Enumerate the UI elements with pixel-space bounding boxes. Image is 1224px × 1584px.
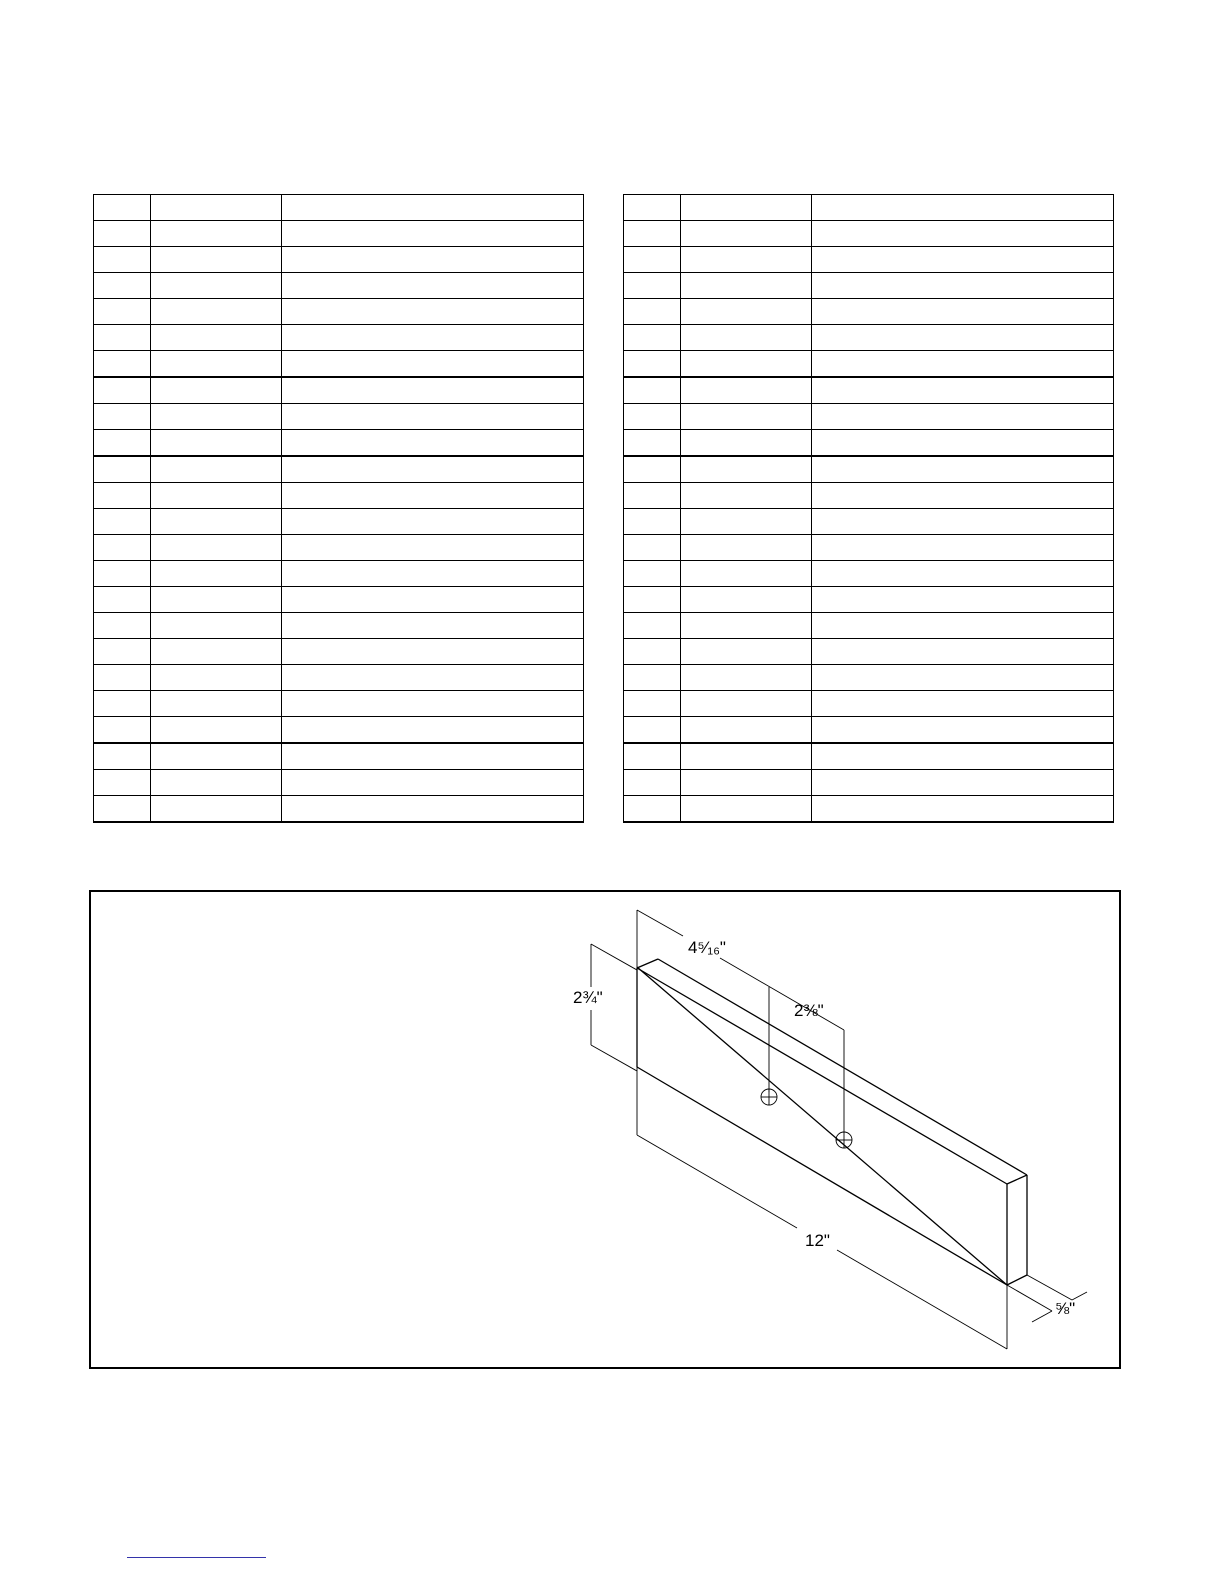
- table-cell: [151, 325, 282, 351]
- table-row: [94, 273, 584, 299]
- dim-hole-offset: 4⁵⁄₁₆": [688, 938, 726, 957]
- table-cell: [812, 404, 1114, 430]
- table-cell: [94, 613, 151, 639]
- table-cell: [282, 535, 584, 561]
- table-cell: [681, 743, 812, 770]
- table-cell: [681, 195, 812, 221]
- table-cell: [812, 377, 1114, 404]
- table-row: [94, 195, 584, 221]
- table-cell: [282, 587, 584, 613]
- table-cell: [624, 404, 681, 430]
- table-cell: [812, 587, 1114, 613]
- table-cell: [151, 377, 282, 404]
- table-row: [624, 535, 1114, 561]
- table-row: [624, 195, 1114, 221]
- table-row: [624, 273, 1114, 299]
- table-row: [94, 377, 584, 404]
- table-cell: [624, 743, 681, 770]
- table-cell: [282, 325, 584, 351]
- table-cell: [624, 561, 681, 587]
- table-row: [624, 247, 1114, 273]
- table-cell: [812, 299, 1114, 325]
- table-cell: [282, 691, 584, 717]
- parts-table-right: [623, 194, 1114, 823]
- table-row: [624, 665, 1114, 691]
- table-cell: [681, 404, 812, 430]
- table-cell: [151, 639, 282, 665]
- table-row: [94, 483, 584, 509]
- table-row: [624, 299, 1114, 325]
- table-cell: [624, 535, 681, 561]
- table-cell: [812, 796, 1114, 823]
- table-cell: [94, 796, 151, 823]
- table-row: [624, 691, 1114, 717]
- table-cell: [624, 221, 681, 247]
- table-cell: [812, 456, 1114, 483]
- drawing-panel: [89, 890, 1121, 1369]
- table-cell: [681, 377, 812, 404]
- table-row: [624, 587, 1114, 613]
- table-cell: [282, 561, 584, 587]
- table-row: [94, 404, 584, 430]
- table-row: [94, 351, 584, 378]
- table-cell: [151, 195, 282, 221]
- table-cell: [681, 561, 812, 587]
- table-cell: [94, 691, 151, 717]
- table-cell: [282, 456, 584, 483]
- table-row: [624, 717, 1114, 744]
- table-cell: [624, 273, 681, 299]
- table-cell: [812, 273, 1114, 299]
- table-cell: [282, 195, 584, 221]
- table-cell: [624, 325, 681, 351]
- table-cell: [812, 743, 1114, 770]
- table-cell: [282, 273, 584, 299]
- table-cell: [151, 743, 282, 770]
- table-cell: [624, 509, 681, 535]
- table-cell: [624, 665, 681, 691]
- table-cell: [812, 351, 1114, 378]
- table-cell: [681, 351, 812, 378]
- table-cell: [282, 430, 584, 457]
- table-row: [624, 770, 1114, 796]
- table-cell: [681, 325, 812, 351]
- table-cell: [94, 273, 151, 299]
- table-cell: [94, 221, 151, 247]
- table-cell: [624, 195, 681, 221]
- table-cell: [151, 717, 282, 744]
- table-row: [624, 743, 1114, 770]
- table-cell: [151, 613, 282, 639]
- table-cell: [624, 456, 681, 483]
- table-cell: [282, 483, 584, 509]
- table-row: [94, 325, 584, 351]
- table-cell: [812, 509, 1114, 535]
- table-cell: [151, 691, 282, 717]
- table-cell: [282, 299, 584, 325]
- table-cell: [151, 770, 282, 796]
- table-row: [624, 430, 1114, 457]
- table-cell: [151, 509, 282, 535]
- table-cell: [151, 561, 282, 587]
- table-cell: [624, 717, 681, 744]
- board-drawing: [91, 892, 1121, 1369]
- table-cell: [681, 796, 812, 823]
- table-cell: [151, 273, 282, 299]
- table-cell: [681, 247, 812, 273]
- table-cell: [624, 639, 681, 665]
- table-cell: [94, 561, 151, 587]
- table-cell: [624, 299, 681, 325]
- table-cell: [94, 770, 151, 796]
- table-cell: [151, 351, 282, 378]
- table-cell: [94, 639, 151, 665]
- table-row: [94, 430, 584, 457]
- table-cell: [681, 273, 812, 299]
- table-row: [94, 743, 584, 770]
- table-cell: [151, 404, 282, 430]
- table-cell: [681, 221, 812, 247]
- table-row: [94, 456, 584, 483]
- table-cell: [151, 483, 282, 509]
- table-row: [94, 639, 584, 665]
- table-row: [624, 613, 1114, 639]
- table-cell: [812, 717, 1114, 744]
- table-row: [624, 639, 1114, 665]
- table-row: [94, 561, 584, 587]
- table-cell: [681, 299, 812, 325]
- table-cell: [812, 483, 1114, 509]
- table-cell: [151, 221, 282, 247]
- table-cell: [94, 456, 151, 483]
- table-cell: [681, 691, 812, 717]
- table-cell: [681, 587, 812, 613]
- table-cell: [624, 587, 681, 613]
- table-cell: [812, 535, 1114, 561]
- table-cell: [151, 535, 282, 561]
- table-cell: [812, 325, 1114, 351]
- table-cell: [812, 770, 1114, 796]
- table-cell: [681, 483, 812, 509]
- table-cell: [151, 456, 282, 483]
- table-cell: [94, 299, 151, 325]
- table-cell: [282, 221, 584, 247]
- table-row: [624, 404, 1114, 430]
- table-cell: [812, 691, 1114, 717]
- table-cell: [94, 483, 151, 509]
- dim-thickness: ⅝": [1055, 1299, 1076, 1318]
- table-cell: [812, 195, 1114, 221]
- table-row: [94, 717, 584, 744]
- table-row: [94, 535, 584, 561]
- table-cell: [812, 665, 1114, 691]
- table-cell: [151, 299, 282, 325]
- table-cell: [94, 509, 151, 535]
- parts-table-left: [93, 194, 584, 823]
- table-cell: [94, 195, 151, 221]
- table-row: [624, 456, 1114, 483]
- table-cell: [282, 665, 584, 691]
- table-cell: [94, 247, 151, 273]
- table-cell: [812, 613, 1114, 639]
- table-row: [624, 377, 1114, 404]
- table-cell: [681, 665, 812, 691]
- table-cell: [151, 430, 282, 457]
- table-cell: [624, 483, 681, 509]
- table-cell: [681, 430, 812, 457]
- table-cell: [282, 377, 584, 404]
- board-side-bottom-edge: [1007, 1275, 1027, 1285]
- table-row: [94, 221, 584, 247]
- table-row: [624, 221, 1114, 247]
- table-cell: [94, 535, 151, 561]
- table-cell: [282, 613, 584, 639]
- table-cell: [94, 351, 151, 378]
- table-cell: [282, 770, 584, 796]
- table-cell: [624, 796, 681, 823]
- table-row: [94, 665, 584, 691]
- table-cell: [282, 351, 584, 378]
- table-row: [94, 247, 584, 273]
- table-cell: [94, 430, 151, 457]
- table-cell: [94, 325, 151, 351]
- table-cell: [282, 796, 584, 823]
- table-cell: [94, 587, 151, 613]
- table-row: [624, 483, 1114, 509]
- table-cell: [624, 613, 681, 639]
- table-cell: [624, 430, 681, 457]
- table-cell: [624, 377, 681, 404]
- table-cell: [681, 613, 812, 639]
- board-top-right-edge: [1007, 1175, 1027, 1184]
- table-cell: [94, 717, 151, 744]
- table-cell: [681, 456, 812, 483]
- table-cell: [282, 639, 584, 665]
- table-cell: [681, 770, 812, 796]
- table-cell: [282, 247, 584, 273]
- table-cell: [681, 509, 812, 535]
- dim-hole-spacing: 2⅜": [794, 1001, 824, 1020]
- table-cell: [812, 639, 1114, 665]
- table-row: [94, 770, 584, 796]
- table-cell: [812, 430, 1114, 457]
- dim-height: 2¾": [573, 988, 603, 1007]
- table-cell: [282, 509, 584, 535]
- table-cell: [812, 561, 1114, 587]
- table-row: [94, 299, 584, 325]
- table-cell: [681, 535, 812, 561]
- table-cell: [94, 404, 151, 430]
- table-row: [94, 796, 584, 823]
- table-row: [94, 587, 584, 613]
- table-cell: [624, 691, 681, 717]
- table-cell: [624, 770, 681, 796]
- table-cell: [151, 796, 282, 823]
- dim-length: 12": [805, 1231, 830, 1250]
- table-row: [624, 561, 1114, 587]
- table-cell: [151, 587, 282, 613]
- board-bottom-edge: [637, 1067, 1007, 1285]
- footer-rule: [127, 1557, 266, 1558]
- table-row: [624, 325, 1114, 351]
- table-row: [94, 613, 584, 639]
- table-cell: [94, 665, 151, 691]
- table-cell: [681, 717, 812, 744]
- table-row: [624, 351, 1114, 378]
- table-cell: [624, 247, 681, 273]
- table-cell: [94, 743, 151, 770]
- table-cell: [681, 639, 812, 665]
- table-cell: [282, 717, 584, 744]
- table-cell: [151, 665, 282, 691]
- table-cell: [624, 351, 681, 378]
- table-cell: [94, 377, 151, 404]
- table-cell: [812, 247, 1114, 273]
- table-cell: [282, 404, 584, 430]
- table-row: [624, 509, 1114, 535]
- board-back-top-edge: [658, 959, 1027, 1175]
- table-row: [94, 691, 584, 717]
- table-row: [624, 796, 1114, 823]
- table-cell: [282, 743, 584, 770]
- board-top-left-edge: [637, 959, 658, 968]
- table-row: [94, 509, 584, 535]
- table-cell: [812, 221, 1114, 247]
- table-cell: [151, 247, 282, 273]
